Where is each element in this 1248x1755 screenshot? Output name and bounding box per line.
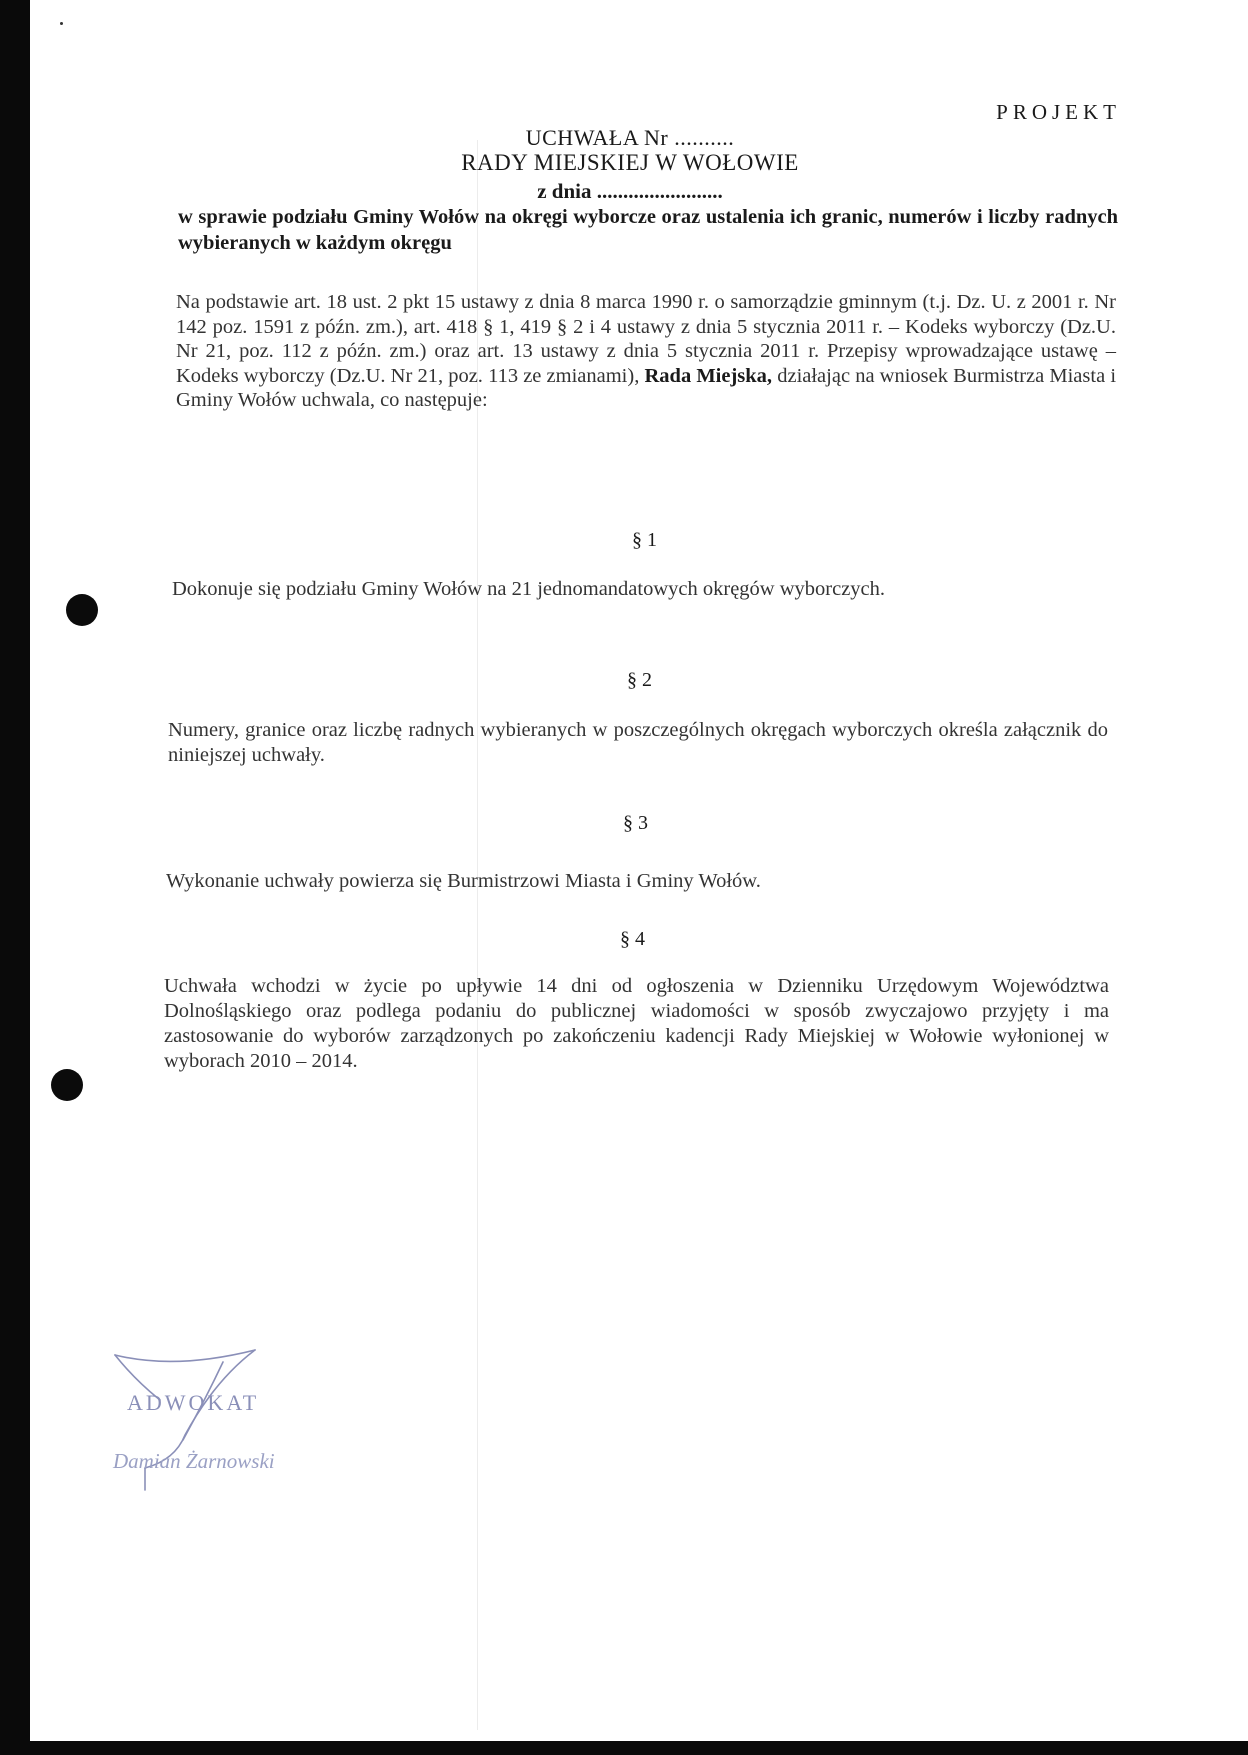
scan-speck: [60, 22, 63, 25]
legal-basis-text: Na podstawie art. 18 ust. 2 pkt 15 ustawy z dnia 8 marca 1990 r. o samorządzie gminnym (t.j. Dz. U. z 2001 r. Nr 142 poz. 1591 z późn. zm.), art. 418 § 1, 419 § 2 i 4 ustawy z dnia 5 stycznia 2011 r. – Kodeks wyborczy (Dz.U. Nr 21, poz. 112 z późn. zm.) oraz art. 13 ustawy z dnia 5 stycznia 2011 r. Przepisy wprowadzające ustawę –Kodeks wyborczy (Dz.U. Nr 21, poz. 113 ze zmianami),: [176, 291, 1116, 387]
resolution-subject: w sprawie podziału Gminy Wołów na okręgi wyborcze oraz ustalenia ich granic, numerów i liczby radnych wybieranych w każdym okręgu: [178, 206, 1118, 254]
council-name: RADY MIEJSKIEJ W WOŁOWIE: [461, 150, 799, 175]
section-3-sign: § 3: [623, 812, 648, 834]
section-2-text: Numery, granice oraz liczbę radnych wybieranych w poszczególnych okręgach wyborczych określa załącznik do niniejszej uchwały.: [168, 719, 1108, 766]
lawyer-stamp-signature: [105, 1340, 345, 1500]
resolution-date: z dnia ........................: [537, 179, 723, 203]
section-4-text: Uchwała wchodzi w życie po upływie 14 dni od ogłoszenia w Dzienniku Urzędowym Województwa Dolnośląskiego oraz podlega podaniu do publicznej wiadomości w sposób zwyczajowo przyjęty i ma zastosowanie do wyborów zarządzonych po zakończeniu kadencji Rady Miejskiej w Wołowie wyłonionej w wyborach 2010 – 2014.: [164, 975, 1109, 1072]
legal-basis: [176, 290, 1116, 413]
resolution-number: UCHWAŁA Nr ..........: [525, 125, 735, 150]
legal-basis-closing: działając na wniosek Burmistrza Miasta i Gminy Wołów uchwala, co następuje:: [176, 364, 1117, 411]
section-2-sign: § 2: [627, 669, 652, 691]
scan-left-edge: [0, 0, 30, 1755]
punch-hole-icon: [51, 1069, 83, 1101]
section-3-text: Wykonanie uchwały powierza się Burmistrzowi Miasta i Gminy Wołów.: [166, 870, 761, 892]
legal-basis-council: Rada Miejska,: [644, 364, 773, 387]
section-4-sign: § 4: [620, 928, 645, 950]
section-1-text: Dokonuje się podziału Gminy Wołów na 21 jednomandatowych okręgów wyborczych.: [172, 578, 886, 600]
draft-label: PROJEKT: [996, 100, 1121, 124]
stamp-title: ADWOKAT: [127, 1390, 260, 1415]
section-1-sign: § 1: [632, 529, 657, 551]
punch-hole-icon: [66, 594, 98, 626]
scan-bottom-edge: [0, 1741, 1248, 1755]
stamp-name: Damian Żarnowski: [113, 1449, 275, 1473]
